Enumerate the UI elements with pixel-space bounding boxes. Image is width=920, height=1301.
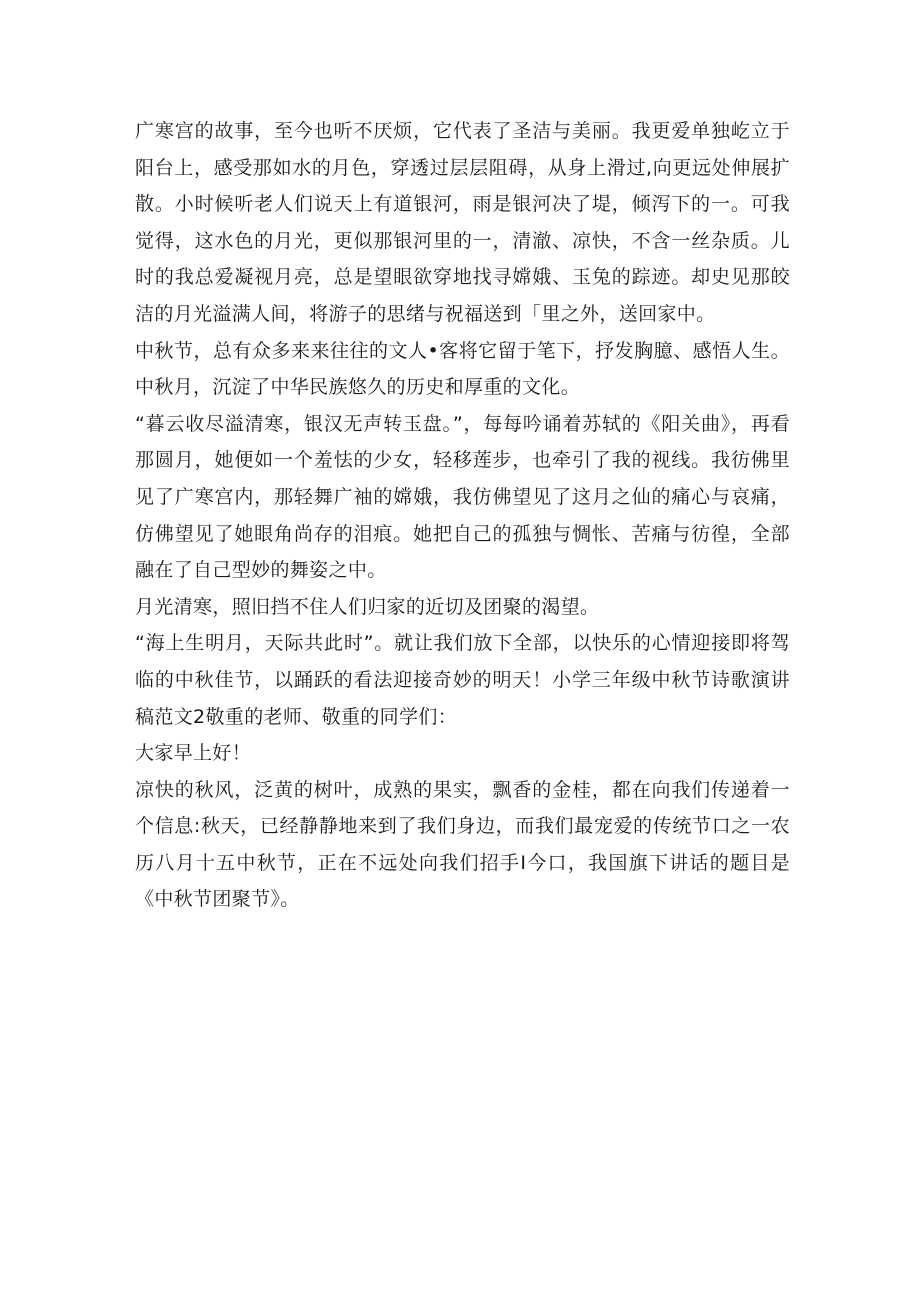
paragraph-speech-transition: “海上生明月，天际共此时”。就让我们放下全部，以快乐的心情迎接即将驾临的中秋佳节，以踊跃的看法迎接奇妙的明天！小学三年级中秋节诗歌演讲稿范文2敬重的老师、敬重的同学们： <box>135 632 790 728</box>
paragraph-autumn-intro: 凉快的秋风，泛黄的树叶，成熟的果实，飘香的金桂，都在向我们传递着一个信息:秋天，已经静静地来到了我们身边，而我们最宠爱的传统节口之一农历八月十五中秋节，正在不远处向我们招手I今口，我国旗下讲话的题目是《中秋节团聚节》。 <box>135 778 790 911</box>
paragraph-moonlight-reunion: 月光清寒，照旧挡不住人们归家的近切及团聚的渴望。 <box>135 595 600 618</box>
paragraph-moon-palace: 广寒宫的故事，至今也听不厌烦，它代表了圣洁与美丽。我更爱单独屹立于阳台上，感受那如水的月色，穿透过层层阻碍，从身上滑过,向更远处伸展扩散。小时候听老人们说天上有道银河，雨是银河决了堤，倾泻下的一。可我觉得，这水色的月光，更似那银河里的一，清澈、凉快，不含一丝杂质。儿时的我总爱凝视月亮，总是望眼欲穿地找寻嫦娥、玉兔的踪迹。却史见那皎洁的月光溢满人间，将游子的思绪与祝福送到「里之外，送回家中。 <box>135 120 790 325</box>
document-body <box>135 113 790 918</box>
paragraph-mid-autumn-literati: 中秋节，总有众多来来往往的文人•客将它留于笔下，抒发胸臆、感悟人生。中秋月，沉淀了中华民族悠久的历史和厚重的文化。 <box>135 339 790 399</box>
paragraph-greeting: 大家早上好！ <box>135 742 252 765</box>
paragraph-poem-yangguanqu: “暮云收尽溢清寒，银汉无声转玉盘。”，每每吟诵着苏轼的《阳关曲》，再看那圆月，她便如一个羞怯的少女，轻移莲步，也牵引了我的视线。我彷佛里见了广寒宫内，那轻舞广袖的嫦娥，我仿佛望见了这月之仙的痛心与哀痛，仿佛望见了她眼角尚存的泪痕。她把自己的孤独与惆怅、苦痛与彷徨，全部融在了自己型妙的舞姿之中。 <box>135 412 790 582</box>
